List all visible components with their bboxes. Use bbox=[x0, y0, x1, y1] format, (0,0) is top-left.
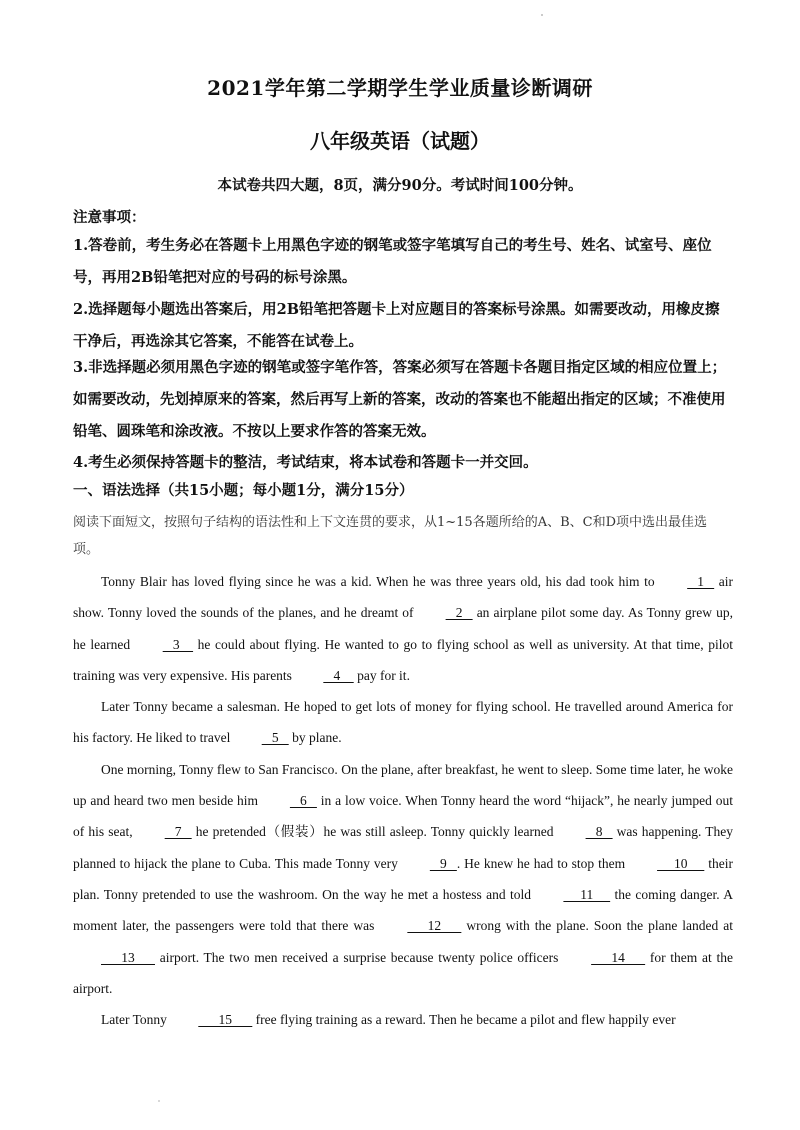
passage-text: air show. Tonny loved the sounds of the planes, and he dreamt of bbox=[73, 574, 733, 621]
passage-text: wrong with the plane. Soon the plane landed at bbox=[461, 918, 734, 934]
passage-text: free flying training as a reward. Then he became a pilot and flew happily ever bbox=[252, 1012, 676, 1028]
exam-subtitle: 八年级英语（试题） bbox=[310, 129, 490, 153]
notice-heading: 注意事项： bbox=[73, 209, 146, 226]
passage-text: Later Tonny bbox=[101, 1012, 171, 1028]
notice-item-4: 4.考生必须保持答题卡的整洁，考试结束，将本试卷和答题卡一并交回。 bbox=[73, 454, 538, 471]
passage-text: Tonny Blair has loved flying since he was a kid. When he was three years old, his dad took him to bbox=[101, 574, 660, 589]
scan-speck bbox=[541, 14, 543, 16]
passage-text: One morning, Tonny flew to San Francisco. On the plane, after breakfast, he went to sleep. Some time later, he woke up and heard two men beside him bbox=[73, 761, 733, 809]
blank-3: 3 bbox=[162, 636, 194, 652]
blank-2: 2 bbox=[445, 605, 473, 621]
blank-13: 13 bbox=[101, 949, 155, 965]
passage-paragraph-4 bbox=[73, 1004, 733, 1035]
blank-8: 8 bbox=[585, 824, 613, 840]
passage-paragraph-1 bbox=[73, 566, 733, 691]
notice-item-1: 1.答卷前，考生务必在答题卡上用黑色字迹的钢笔或签字笔填写自己的考生号、姓名、试室号、座位号，再用2B铅笔把对应的号码的标号涂黑。 bbox=[73, 237, 712, 286]
passage-text: he could about flying. He wanted to go to flying school as well as university. At that time, pilot training was very expensive. His parents bbox=[73, 636, 733, 683]
passage-text: their plan. Tonny pretended to use the washroom. On the way he met a hostess and told bbox=[73, 855, 734, 902]
passage-paragraph-2 bbox=[73, 691, 733, 754]
passage-paragraph-3 bbox=[73, 754, 733, 1004]
reading-passage bbox=[73, 566, 733, 1035]
passage-text: the coming danger. A moment later, the passengers were told that there was bbox=[73, 886, 733, 934]
notice-item-2: 2.选择题每小题选出答案后，用2B铅笔把答题卡上对应题目的答案标号涂黑。如需要改动，用橡皮擦干净后，再选涂其它答案，不能答在试卷上。 bbox=[73, 301, 720, 350]
exam-info: 本试卷共四大题，8页，满分90分。考试时间100分钟。 bbox=[217, 177, 583, 194]
passage-text: by plane. bbox=[288, 730, 342, 746]
exam-title: 2021学年第二学期学生学业质量诊断调研 bbox=[207, 76, 593, 100]
passage-text: . He knew he had to stop them bbox=[456, 855, 630, 871]
blank-12: 12 bbox=[407, 918, 462, 934]
passage-text: airport. The two men received a surprise because twenty police officers bbox=[155, 949, 564, 965]
blank-4: 4 bbox=[323, 667, 354, 683]
scan-speck bbox=[158, 1100, 160, 1102]
section-instruction: 阅读下面短文，按照句子结构的语法性和上下文连贯的要求，从1~15各题所给的A、B、C和D项中选出最佳选项。 bbox=[73, 515, 708, 557]
passage-text: pay for it. bbox=[353, 667, 410, 683]
passage-text: he pretended（假装）he was still asleep. Tonny quickly learned bbox=[191, 824, 558, 840]
notice-item-3: 3.非选择题必须用黑色字迹的钢笔或签字笔作答，答案必须写在答题卡各题目指定区域的相应位置上；如需要改动，先划掉原来的答案，然后再写上新的答案，改动的答案也不能超出指定的区域；不准使用铅笔、圆珠笔和涂改液。不按以上要求作答的答案无效。 bbox=[73, 359, 727, 440]
blank-9: 9 bbox=[429, 855, 457, 871]
blank-15: 15 bbox=[198, 1012, 253, 1028]
blank-7: 7 bbox=[164, 824, 192, 840]
blank-14: 14 bbox=[591, 949, 646, 965]
blank-1: 1 bbox=[687, 574, 715, 589]
passage-text: in a low voice. When Tonny heard the word “hijack”, he nearly jumped out of his seat, bbox=[73, 793, 733, 840]
blank-5: 5 bbox=[261, 730, 289, 746]
passage-text: for them at the airport. bbox=[73, 949, 733, 996]
passage-text: Later Tonny became a salesman. He hoped to get lots of money for flying school. He travelled around America for his factory. He liked to travel bbox=[73, 699, 733, 746]
section-heading: 一、语法选择（共15小题；每小题1分，满分15分） bbox=[73, 482, 414, 499]
blank-10: 10 bbox=[657, 855, 705, 871]
passage-text: an airplane pilot some day. As Tonny grew up, he learned bbox=[73, 605, 733, 652]
blank-6: 6 bbox=[289, 793, 317, 809]
blank-11: 11 bbox=[563, 886, 611, 902]
passage-text: was happening. They planned to hijack the plane to Cuba. This made Tonny very bbox=[73, 824, 733, 871]
